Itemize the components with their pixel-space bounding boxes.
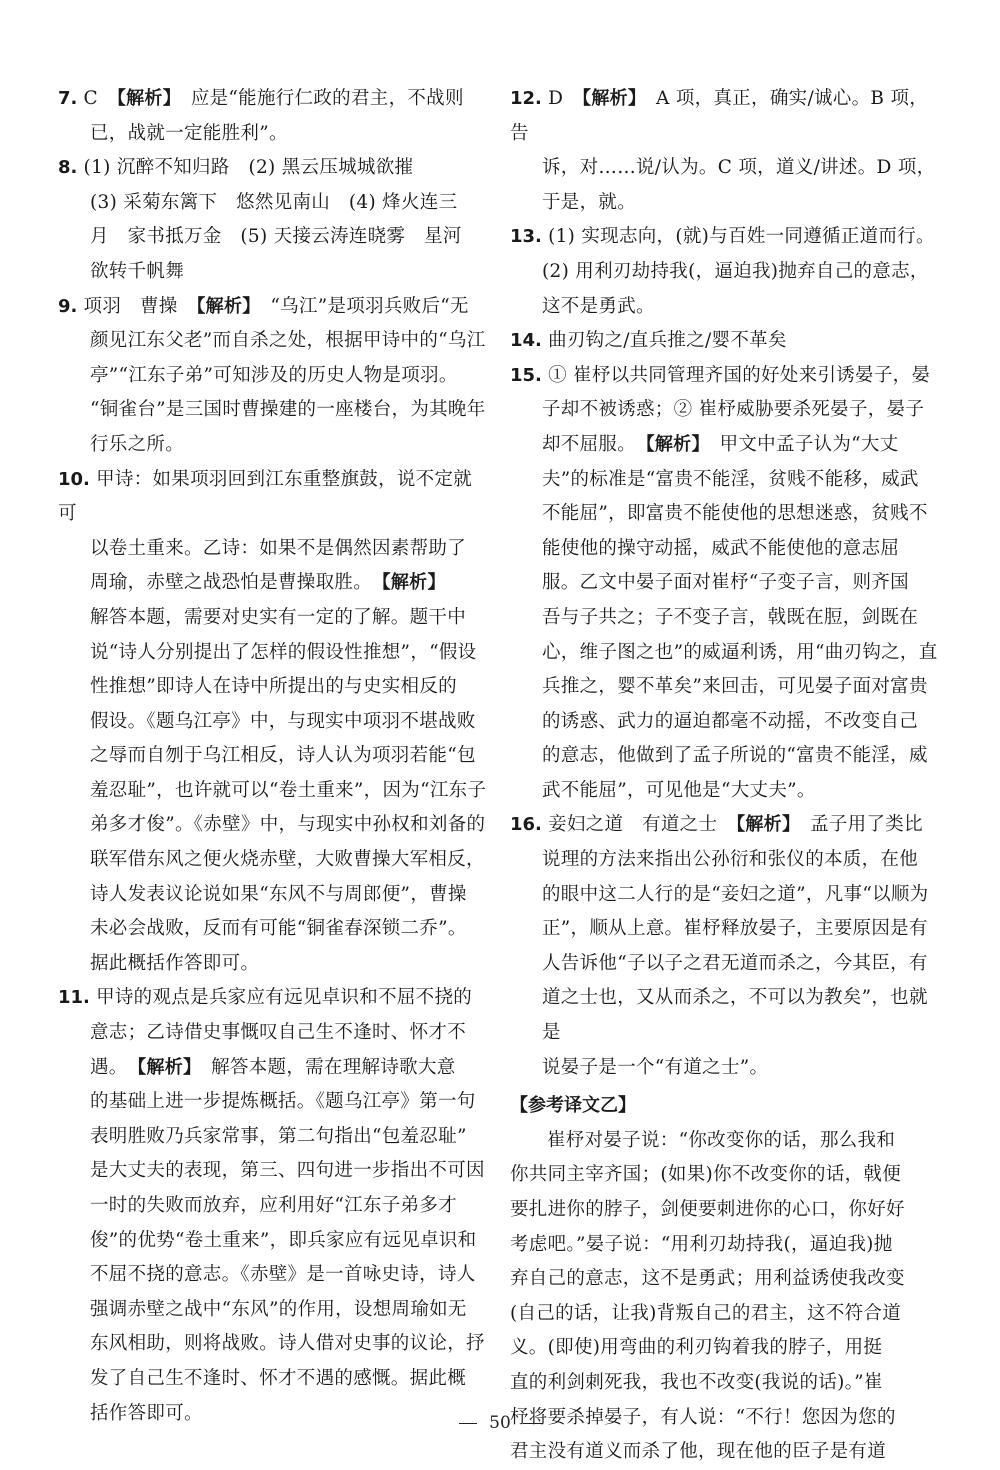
answer-line: 未必会战败，反而有可能“铜雀春深锁二乔”。 (90, 918, 467, 940)
analysis-tag: 【解析】 (645, 433, 701, 455)
answer-line: 8. (1) 沉醉不知归路 (2) 黑云压城城欲摧 (58, 157, 414, 179)
answer-line: “铜雀台”是三国时曹操建的一座楼台，为其晚年 (90, 399, 486, 421)
answer-line: 发了自己生不逢时、怀才不遇的感慨。据此概 (90, 1367, 467, 1389)
answer-line: 这不是勇武。 (542, 295, 655, 317)
answer-line: 道之士也，又从而杀之，不可以为教矣”，也就是 (542, 987, 928, 1044)
right-column (510, 82, 940, 1470)
answer-line: 之辱而自刎于乌江相反，诗人认为项羽若能“包 (90, 745, 476, 767)
question-number: 8. (58, 157, 78, 179)
answer-line: 7. C 【解析】 应是“能施行仁政的君主，不战则 (58, 88, 464, 109)
answer-line: 行乐之所。 (90, 433, 185, 455)
answer-line: 吾与子共之；子不变子言，戟既在脰，剑既在 (542, 606, 919, 628)
translation-heading: 【参考译文乙】 (510, 1095, 636, 1117)
answer-line: 东风相助，则将战败。诗人借对史事的议论，抒 (90, 1333, 485, 1355)
answer-line: 颜见江东父老”而自杀之处，根据甲诗中的“乌江 (90, 330, 486, 352)
answer-line: 遇。 【解析】 解答本题，需在理解诗歌大意 (90, 1056, 456, 1078)
left-column (58, 82, 490, 1431)
dash-left (459, 1423, 477, 1424)
answer-line: 的基础上进一步提炼概括。《题乌江亭》第一句 (90, 1091, 476, 1113)
left-answer-item (58, 151, 490, 289)
question-number: 13. (510, 226, 542, 248)
answer-line: 联军借东风之便火烧赤壁，大败曹操大军相反， (90, 849, 485, 871)
right-answer-item (510, 220, 940, 324)
answer-line: 羞忍耻”，也许就可以“卷土重来”，因为“江东子 (90, 779, 487, 801)
answer-line: 的眼中这二人行的是“妾妇之道”，凡事“以顺为 (542, 883, 929, 905)
answer-line: 一时的失败而放弃，应利用好“江东子弟多才 (90, 1195, 457, 1216)
answer-line: 12. D 【解析】 A 项，真正，确实/诚心。B 项，告 (510, 88, 929, 144)
answer-line: 服。乙文中晏子面对崔杼“子变子言，则齐国 (542, 572, 909, 594)
translation-line: 直的利剑刺死我，我也不改变(我说的话)。”崔 (510, 1371, 883, 1393)
question-number: 16. (510, 814, 542, 836)
translation-line: 考虑吧。”晏子说：“用利刃劫持我(，逼迫我)抛 (510, 1233, 893, 1255)
answer-line: 弟多才俊”。《赤壁》中，与现实中孙权和刘备的 (90, 814, 486, 836)
answer-line: 周瑜，赤壁之战恐怕是曹操取胜。 【解析】 (90, 572, 446, 594)
answer-line: 括作答即可。 (90, 1402, 203, 1424)
translation-line: 弃自己的意志，这不是勇武；用利益诱使我改变 (510, 1268, 905, 1290)
question-number: 12. (510, 88, 542, 109)
answer-line: 假设。《题乌江亭》中，与现实中项羽不堪战败 (90, 710, 476, 732)
answer-line: 9. 项羽 曹操 【解析】 “乌江”是项羽兵败后“无 (58, 295, 469, 317)
answer-line: 却不屈服。 【解析】 甲文中孟子认为“大丈 (542, 433, 899, 455)
left-answer-item (58, 981, 490, 1431)
answer-line: 强调赤壁之战中“东风”的作用，设想周瑜如无 (90, 1298, 467, 1320)
right-answer-item (510, 82, 940, 220)
analysis-tag: 【解析】 (116, 88, 173, 109)
translation-line: (自己的话，让我)背叛自己的君主，这不符合道 (510, 1302, 902, 1324)
question-number: 7. (58, 88, 78, 109)
answer-line: 据此概括作答即可。 (90, 952, 260, 974)
translation-line: 要扎进你的脖子，剑便要刺进你的心口，你好好 (510, 1199, 905, 1220)
right-answer-item (510, 324, 940, 359)
answer-line: 于是，就。 (542, 191, 637, 213)
dash-right (523, 1423, 541, 1424)
answer-line: 武不能屈”，可见他是“大丈夫”。 (542, 779, 816, 801)
page-number (0, 1413, 1000, 1433)
answer-line: 诗人发表议论说如果“东风不与周郎便”，曹操 (90, 883, 467, 905)
answer-line: 亭”“江东子弟”可知涉及的历史人物是项羽。 (90, 364, 458, 386)
answer-line: 性推想”即诗人在诗中所提出的与史实相反的 (90, 676, 457, 698)
translation-line: 君主没有道义而杀了他，现在他的臣子是有道 (510, 1441, 887, 1463)
answer-line: (2) 用利刃劫持我(，逼迫我)抛弃自己的意志， (542, 260, 929, 282)
question-number: 10. (58, 468, 90, 490)
answer-line: 说理的方法来指出公孙衍和张仪的本质，在他 (542, 849, 919, 871)
question-number: 15. (510, 364, 542, 386)
answer-line: 不能屈”，即富贵不能使他的思想迷惑，贫贱不 (542, 503, 928, 525)
page-number-text: 50 (489, 1413, 511, 1433)
translation-line: 崔杼对晏子说：“你改变你的话，那么我和 (547, 1129, 896, 1151)
question-number: 9. (58, 295, 78, 317)
answer-line: 已，战就一定能胜利”。 (90, 122, 288, 144)
analysis-tag: 【解析】 (196, 295, 252, 317)
answer-line: (3) 采菊东篱下 悠然见南山 (4) 烽火连三 (90, 191, 458, 213)
answer-line: 13. (1) 实现志向，(就)与百姓一同遵循正道而行。 (510, 226, 935, 248)
answer-line: 不屈不挠的意志。《赤壁》是一首咏史诗，诗人 (90, 1264, 476, 1286)
answer-line: 能使他的操守动摇，威武不能使他的意志屈 (542, 537, 900, 559)
analysis-tag: 【解析】 (736, 814, 792, 836)
answer-line: 子却不被诱惑；② 崔杼威胁要杀死晏子，晏子 (542, 399, 925, 421)
question-number: 11. (58, 987, 90, 1009)
answer-line: 兵推之，婴不革矣”来回击，可见晏子面对富贵 (542, 676, 928, 698)
answer-line: 14. 曲刃钩之/直兵推之/婴不革矣 (510, 330, 787, 352)
answer-line: 心，维子图之也”的威逼利诱，用“曲刃钩之，直 (542, 641, 938, 663)
answer-line: 的诱惑、武力的逼迫都毫不动摇，不改变自己 (542, 710, 919, 732)
answer-line: 正”，顺从上意。崔杼释放晏子，主要原因是有 (542, 918, 928, 940)
translation-line: 你共同主宰齐国；(如果)你不改变你的话，戟便 (510, 1164, 902, 1186)
translation-line: 杼将要杀掉晏子，有人说：“不行！您因为您的 (510, 1406, 896, 1428)
translation-line: 义。(即使)用弯曲的利刃钩着我的脖子，用挺 (510, 1337, 883, 1359)
answer-line: 月 家书抵万金 (5) 天接云涛连晓雾 星河 (90, 226, 462, 248)
answer-line: 以卷土重来。乙诗：如果不是偶然因素帮助了 (90, 537, 467, 559)
answer-line: 的意志，他做到了孟子所说的“富贵不能淫，威 (542, 745, 928, 767)
answer-line: 诉，对……说/认为。C 项，道义/讲述。D 项， (542, 157, 936, 179)
right-answer-item (510, 808, 940, 1085)
analysis-tag: 【解析】 (582, 88, 638, 109)
left-answer-item (58, 290, 490, 463)
analysis-tag: 【解析】 (381, 572, 446, 594)
left-answer-item (58, 463, 490, 982)
answer-line: 人告诉他“子以子之君无道而杀之，今其臣，有 (542, 952, 928, 974)
answer-line: 欲转千帆舞 (90, 260, 185, 282)
answer-line: 说晏子是一个“有道之士”。 (542, 1056, 769, 1078)
question-number: 14. (510, 330, 542, 352)
answer-line: 是大丈夫的表现，第三、四句进一步指出不可因 (90, 1160, 485, 1182)
answer-line: 表明胜败乃兵家常事，第二句指出“包羞忍耻” (90, 1125, 467, 1147)
answer-line: 11. 甲诗的观点是兵家应有远见卓识和不屈不挠的 (58, 987, 473, 1009)
answer-line: 解答本题，需要对史实有一定的了解。题干中 (90, 606, 467, 628)
analysis-tag: 【解析】 (137, 1056, 193, 1078)
answer-line: 意志；乙诗借史事慨叹自己生不逢时、怀才不 (90, 1022, 467, 1044)
answer-line: 16. 妾妇之道 有道之士 【解析】 孟子用了类比 (510, 814, 923, 836)
answer-line: 10. 甲诗：如果项羽回到江东重整旗鼓，说不定就可 (58, 468, 473, 525)
right-answer-item (510, 359, 940, 809)
answer-line: 15. ① 崔杼以共同管理齐国的好处来引诱晏子，晏 (510, 364, 931, 386)
left-answer-item (58, 82, 490, 151)
answer-line: 说“诗人分别提出了怎样的假设性推想”，“假设 (90, 641, 477, 663)
answer-line: 俊”的优势“卷土重来”，即兵家应有远见卓识和 (90, 1229, 477, 1251)
answer-line: 夫”的标准是“富贵不能淫，贫贱不能移，威武 (542, 468, 919, 490)
